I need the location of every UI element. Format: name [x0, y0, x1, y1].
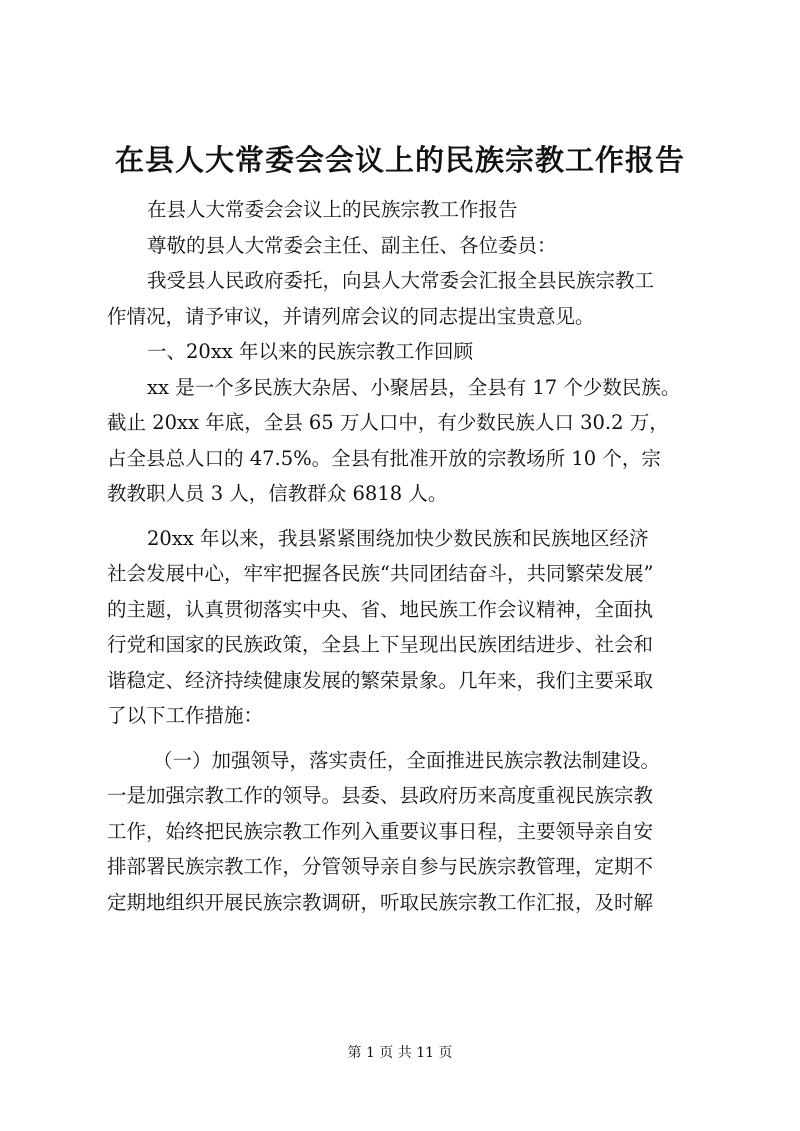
section-heading: 一、20xx 年以来的民族宗教工作回顾 [147, 340, 474, 363]
body-line: 社会发展中心，牢牢把握各民族“共同团结奋斗，共同繁荣发展” [107, 562, 654, 585]
body-line: 20xx 年以来，我县紧紧围绕加快少数民族和民族地区经济 [147, 526, 649, 550]
page-number: 第 1 页 共 11 页 [347, 1045, 453, 1061]
paragraph-gap [107, 734, 707, 743]
body-line-salutation: 尊敬的县人大常委会主任、副主任、各位委员： [147, 233, 557, 257]
body-line: 我受县人民政府委托，向县人大常委会汇报全县民族宗教工 [147, 269, 655, 292]
paragraph-gap [107, 512, 707, 521]
body-line: xx 是一个多民族大杂居、小聚居县，全县有 17 个少数民族。 [147, 375, 681, 399]
body-line: 一是加强宗教工作的领导。县委、县政府历来高度重视民族宗教 [107, 784, 654, 807]
document-body [107, 192, 707, 920]
document-title: 在县人大常委会会议上的民族宗教工作报告 [114, 143, 685, 177]
body-line: 了以下工作措施： [107, 704, 264, 727]
body-line: 截止 20xx 年底，全县 65 万人口中，有少数民族人口 30.2 万， [107, 411, 669, 434]
body-line: 作情况，请予审议，并请列席会议的同志提出宝贵意见。 [107, 304, 595, 328]
body-line-subtitle: 在县人大常委会会议上的民族宗教工作报告 [147, 198, 518, 221]
body-line: 谐稳定、经济持续健康发展的繁荣景象。几年来，我们主要采取 [107, 668, 654, 692]
body-line: 的主题，认真贯彻落实中央、省、地民族工作会议精神，全面执 [107, 597, 654, 621]
body-line: 占全县总人口的 47.5%。全县有批准开放的宗教场所 10 个，宗 [107, 446, 661, 470]
body-line: 行党和国家的民族政策，全县上下呈现出民族团结进步、社会和 [107, 633, 654, 656]
body-line: 教教职人员 3 人，信教群众 6818 人。 [107, 482, 448, 505]
body-line: 排部署民族宗教工作，分管领导亲自参与民族宗教管理，定期不 [107, 855, 654, 878]
subsection-heading: （一）加强领导，落实责任，全面推进民族宗教法制建设。 [153, 748, 661, 772]
body-line: 工作，始终把民族宗教工作列入重要议事日程，主要领导亲自安 [107, 819, 654, 843]
body-line: 定期地组织开展民族宗教调研，听取民族宗教工作汇报，及时解 [107, 890, 654, 914]
